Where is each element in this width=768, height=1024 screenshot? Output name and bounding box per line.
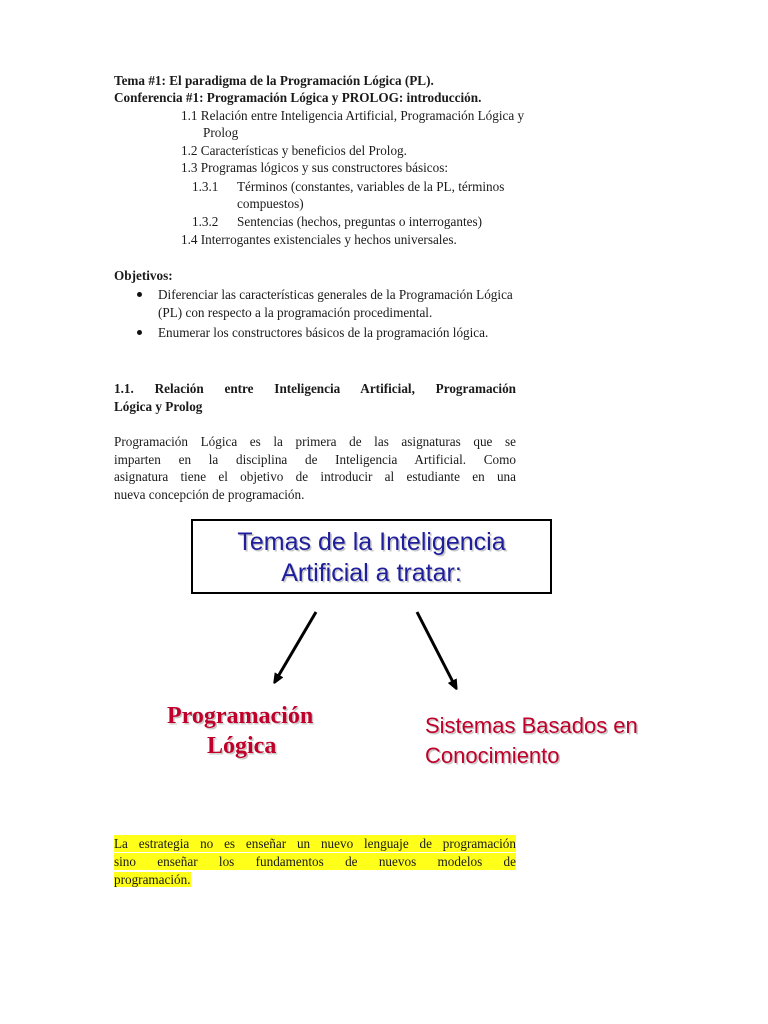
- topics-box-line-2: Artificial a tratar:: [281, 559, 462, 587]
- toc-item-1-3: 1.3 Programas lógicos y sus constructores básicos:: [181, 160, 449, 175]
- objetivos-heading: Objetivos:: [114, 268, 173, 283]
- section-heading-cont: Lógica y Prolog: [114, 399, 203, 414]
- strategy-line-2: sino enseñar los fundamentos de nuevos modelos de: [114, 854, 516, 869]
- paragraph-line-3: asignatura tiene el objetivo de introducir al estudiante en una: [114, 469, 516, 484]
- toc-item-1-4: 1.4 Interrogantes existenciales y hechos universales.: [181, 232, 457, 247]
- arrow-left-icon: [276, 612, 316, 680]
- toc-item-1-1: 1.1 Relación entre Inteligencia Artificial, Programación Lógica y: [181, 108, 525, 123]
- objetivo-1: Diferenciar las características generales de la Programación Lógica: [158, 287, 513, 302]
- toc-item-1-3-2: Sentencias (hechos, preguntas o interrogantes): [237, 214, 482, 229]
- objetivo-1-cont: (PL) con respecto a la programación procedimental.: [158, 305, 433, 320]
- strategy-line-3: [114, 871, 191, 888]
- arrow-right-icon: [417, 612, 455, 686]
- conferencia-title: Conferencia #1: Programación Lógica y PROLOG: introducción.: [114, 90, 482, 105]
- sistemas-basados-label-1: Sistemas Basados en: [425, 713, 638, 738]
- paragraph-line-1: Programación Lógica es la primera de las asignaturas que se: [114, 434, 516, 449]
- tema-title: Tema #1: El paradigma de la Programación Lógica (PL).: [114, 73, 434, 88]
- toc-item-1-3-1: Términos (constantes, variables de la PL, términos: [237, 179, 505, 194]
- programacion-logica-label-2: Lógica: [207, 733, 277, 759]
- toc-item-1-2: 1.2 Características y beneficios del Prolog.: [181, 143, 407, 158]
- section-heading: 1.1. Relación entre Inteligencia Artificial, Programación: [114, 381, 516, 396]
- strategy-line-1: La estrategia no es enseñar un nuevo lenguaje de programación: [114, 836, 516, 851]
- toc-item-1-3-1-number: 1.3.1: [192, 179, 219, 194]
- toc-item-1-1-cont: Prolog: [203, 125, 239, 140]
- objetivo-2: Enumerar los constructores básicos de la programación lógica.: [158, 325, 489, 340]
- paragraph-line-2: imparten en la disciplina de Inteligencia Artificial. Como: [114, 452, 516, 467]
- programacion-logica-label-1: Programación: [167, 703, 314, 729]
- strategy-line-3-text: programación.: [114, 872, 191, 887]
- topics-box-line-1: Temas de la Inteligencia: [237, 528, 506, 556]
- sistemas-basados-label-2: Conocimiento: [425, 743, 560, 768]
- toc-item-1-3-2-number: 1.3.2: [192, 214, 219, 229]
- toc-item-1-3-1-cont: compuestos): [237, 196, 304, 211]
- paragraph-line-4: nueva concepción de programación.: [114, 487, 305, 502]
